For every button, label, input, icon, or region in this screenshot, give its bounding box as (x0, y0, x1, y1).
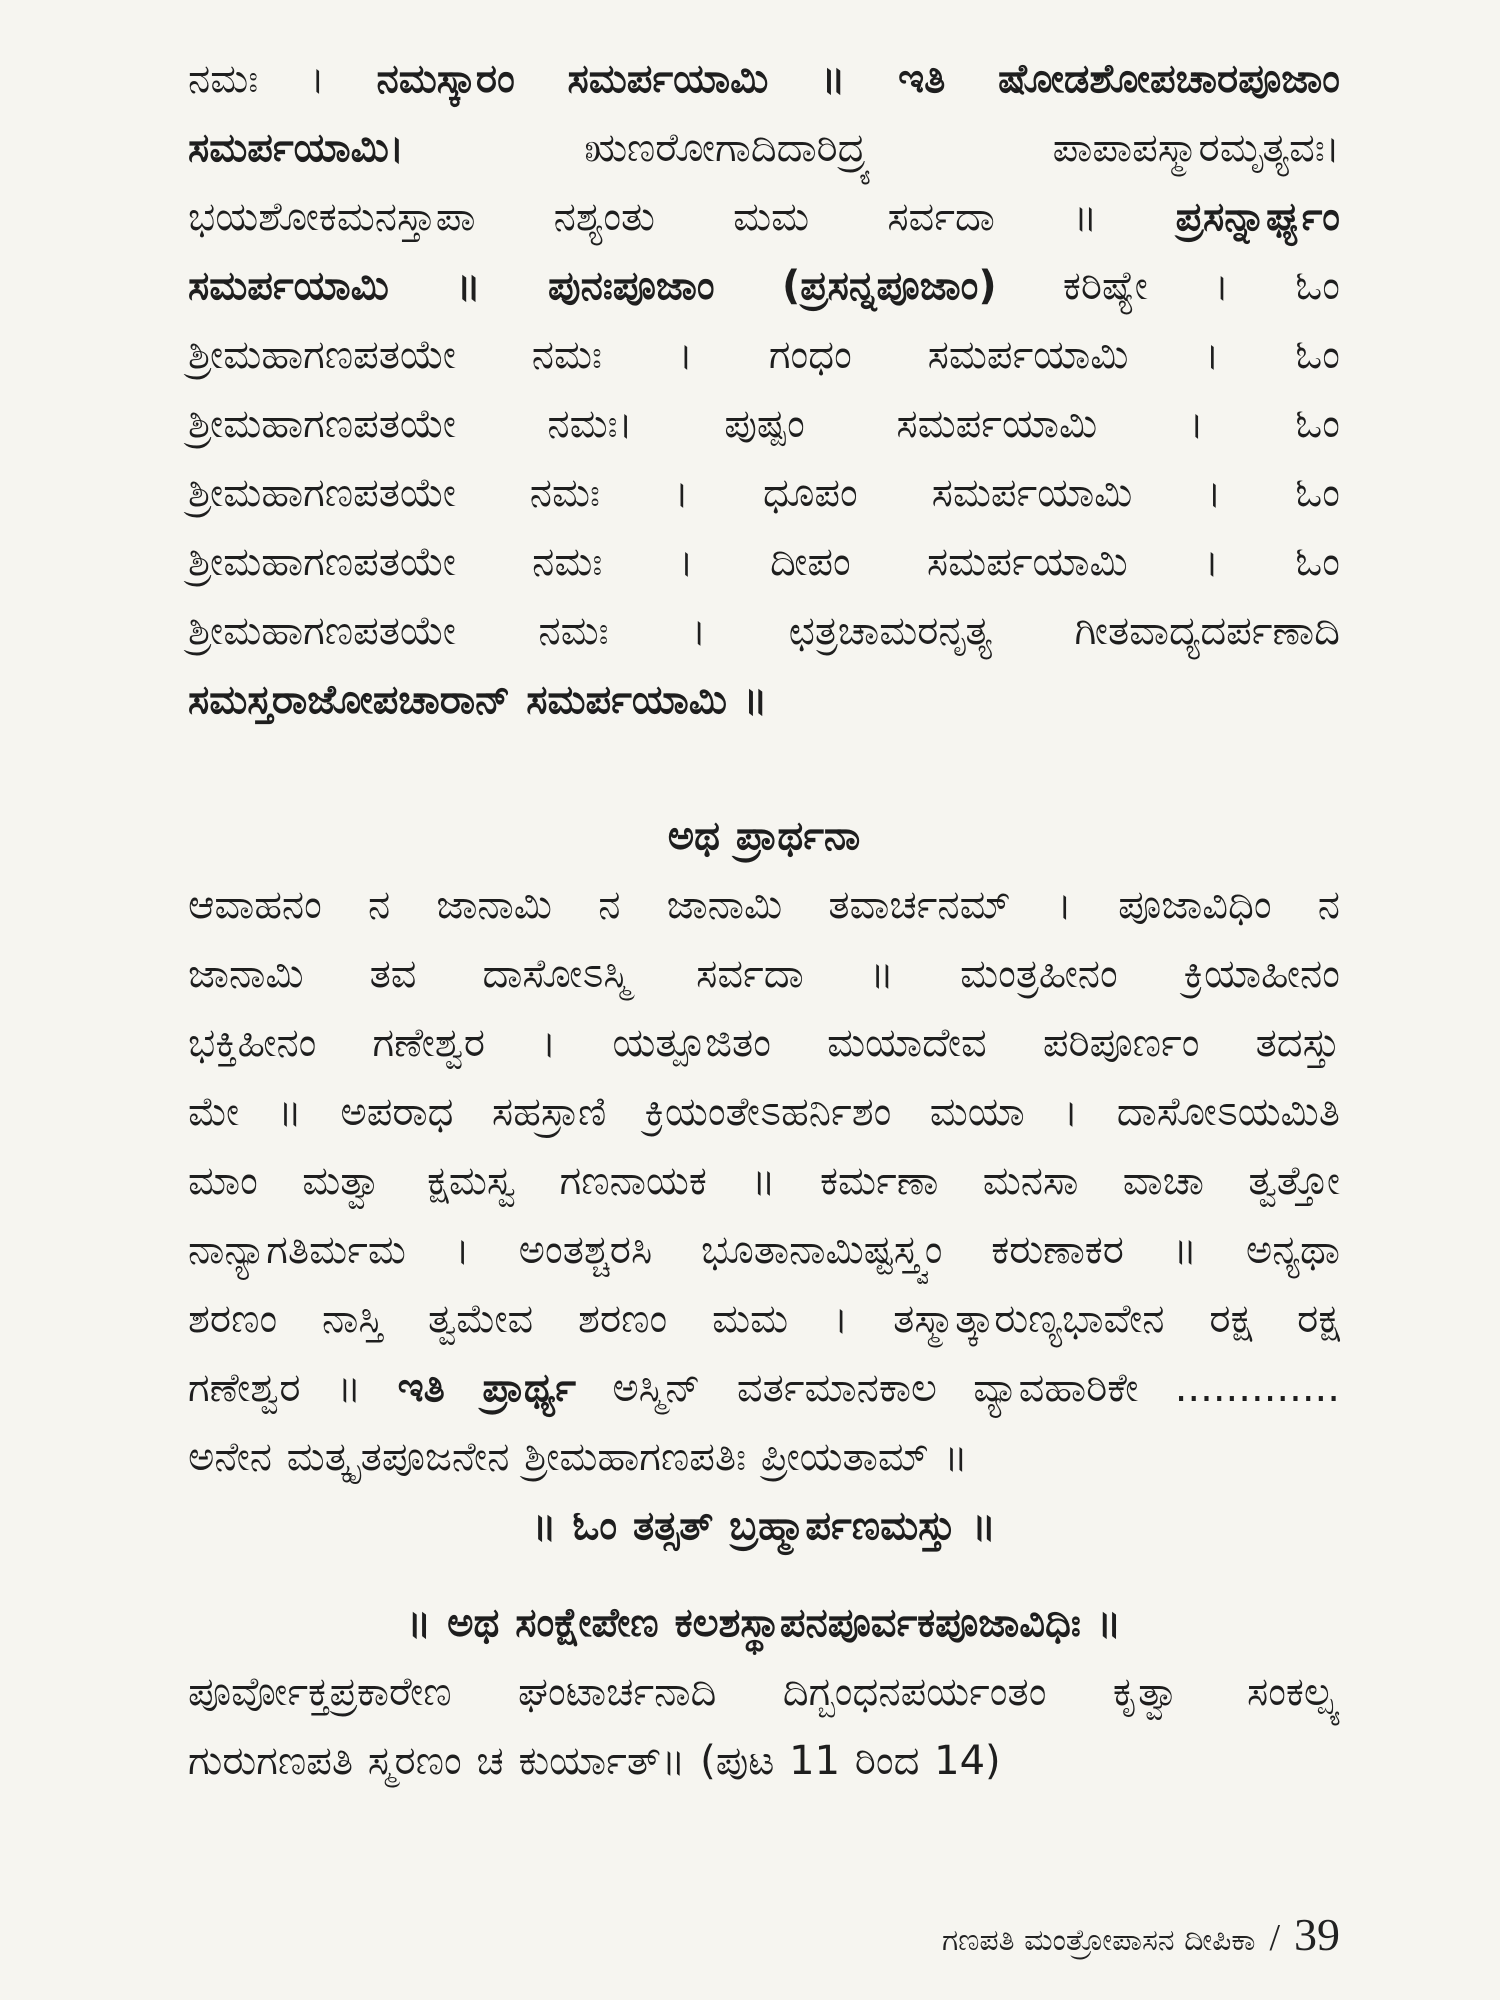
text-segment: ಋಣರೋಗಾದಿದಾರಿದ್ರ್ಯ ಪಾಪಾಪಸ್ಮಾರಮೃತ್ಯವಃ। (584, 125, 1340, 171)
text-line (188, 1354, 1340, 1423)
text-line (188, 666, 1340, 735)
text-line (188, 1423, 1340, 1492)
bold-text: ಸಮರ್ಪಯಾಮಿ। (188, 125, 405, 171)
text-segment: ಶ್ರೀಮಹಾಗಣಪತಯೇ ನಮಃ । ಛತ್ರಚಾಮರನೃತ್ಯ ಗೀತವಾದ್ಯದರ್ಪಣಾದಿ (188, 608, 1340, 654)
text-segment: ಶ್ರೀಮಹಾಗಣಪತಯೇ ನಮಃ । ಧೂಪಂ ಸಮರ್ಪಯಾಮಿ । ಓಂ (188, 470, 1340, 516)
text-line (188, 183, 1340, 252)
prayer-block (188, 871, 1340, 1492)
text-line (188, 1216, 1340, 1285)
section-heading: ಅಥ ಪ್ರಾರ್ಥನಾ (667, 813, 861, 859)
bold-text: ಸಮರ್ಪಯಾಮಿ ॥ ಪುನಃಪೂಜಾಂ (ಪ್ರಸನ್ನಪೂಜಾಂ) (188, 263, 997, 309)
text-line: ಗುರುಗಣಪತಿ ಸ್ಮರಣಂ ಚ ಕುರ್ಯಾತ್॥ (ಪುಟ 11 ರಿಂದ 14) (188, 1738, 1001, 1784)
text-line (188, 390, 1340, 459)
text-segment: ಅನೇನ ಮತ್ಕೃತಪೂಜನೇನ ಶ್ರೀಮಹಾಗಣಪತಿಃ ಪ್ರೀಯತಾಮ್ ॥ (188, 1434, 968, 1480)
page-number: 39 (1294, 1909, 1340, 1960)
text-segment: ಮೇ ॥ ಅಪರಾಧ ಸಹಸ್ರಾಣಿ ಕ್ರಿಯಂತೇಽಹರ್ನಿಶಂ ಮಯಾ । ದಾಸೋಽಯಮಿತಿ (188, 1089, 1340, 1135)
page-footer (942, 1908, 1340, 1968)
text-line (188, 459, 1340, 528)
text-line (188, 940, 1340, 1009)
text-segment: ಮಾಂ ಮತ್ವಾ ಕ್ಷಮಸ್ವ ಗಣನಾಯಕ ॥ ಕರ್ಮಣಾ ಮನಸಾ ವಾಚಾ ತ್ವತ್ತೋ (188, 1158, 1340, 1204)
text-segment: ಗಣೇಶ್ವರ ॥ (188, 1365, 362, 1411)
text-line (188, 45, 1340, 114)
text-segment: ಶ್ರೀಮಹಾಗಣಪತಯೇ ನಮಃ। ಪುಷ್ಪಂ ಸಮರ್ಪಯಾಮಿ । ಓಂ (188, 401, 1340, 447)
puja-offering-block (188, 45, 1340, 735)
text-segment: ಕರಿಷ್ಯೇ । ಓಂ (1062, 263, 1340, 309)
text-line (188, 114, 1340, 183)
text-segment: ಆವಾಹನಂ ನ ಜಾನಾಮಿ ನ ಜಾನಾಮಿ ತವಾರ್ಚನಮ್ । ಪೂಜಾವಿಧಿಂ ನ (188, 882, 1340, 928)
footer-separator: / (1269, 1917, 1280, 1959)
text-line (188, 252, 1340, 321)
bold-text: ಪ್ರಸನ್ನಾರ್ಘ್ಯಂ (1175, 194, 1341, 240)
text-segment: ಶರಣಂ ನಾಸ್ತಿ ತ್ವಮೇವ ಶರಣಂ ಮಮ । ತಸ್ಮಾತ್ಕಾರುಣ್ಯಭಾವೇನ ರಕ್ಷ ರಕ್ಷ (188, 1296, 1340, 1342)
text-line (188, 1147, 1340, 1216)
page-content (188, 45, 1340, 1796)
text-segment: ಶ್ರೀಮಹಾಗಣಪತಯೇ ನಮಃ । ಗಂಧಂ ಸಮರ್ಪಯಾಮಿ । ಓಂ (188, 332, 1340, 378)
text-segment: ಜಾನಾಮಿ ತವ ದಾಸೋಽಸ್ಮಿ ಸರ್ವದಾ ॥ ಮಂತ್ರಹೀನಂ ಕ್ರಿಯಾಹೀನಂ (188, 951, 1340, 997)
book-title: ಗಣಪತಿ ಮಂತ್ರೋಪಾಸನ ದೀಪಿಕಾ (941, 1923, 1256, 1958)
text-line (188, 321, 1340, 390)
text-line (188, 1285, 1340, 1354)
text-line (188, 1009, 1340, 1078)
text-segment: ಅಸ್ಮಿನ್ ವರ್ತಮಾನಕಾಲ ವ್ಯಾವಹಾರಿಕೇ ............. (612, 1365, 1340, 1411)
text-line (188, 597, 1340, 666)
text-segment: ಶ್ರೀಮಹಾಗಣಪತಯೇ ನಮಃ । ದೀಪಂ ಸಮರ್ಪಯಾಮಿ । ಓಂ (188, 539, 1340, 585)
section-heading: ॥ ಅಥ ಸಂಕ್ಷೇಪೇಣ ಕಲಶಸ್ಥಾಪನಪೂರ್ವಕಪೂಜಾವಿಧಿಃ ॥ (406, 1600, 1122, 1646)
text-segment: ನಮಃ । (188, 56, 325, 102)
bold-text: ನಮಸ್ಕಾರಂ ಸಮರ್ಪಯಾಮಿ ॥ ಇತಿ ಷೋಡಶೋಪಚಾರಪೂಜಾಂ (376, 56, 1341, 102)
text-line (188, 528, 1340, 597)
text-segment: ಭಕ್ತಿಹೀನಂ ಗಣೇಶ್ವರ । ಯತ್ಪೂಜಿತಂ ಮಯಾದೇವ ಪರಿಪೂರ್ಣಂ ತದಸ್ತು (188, 1020, 1340, 1066)
text-line: ಪೂರ್ವೋಕ್ತಪ್ರಕಾರೇಣ ಘಂಟಾರ್ಚನಾದಿ ದಿಗ್ಬಂಧನಪರ್ಯಂತಂ ಕೃತ್ವಾ ಸಂಕಲ್ಪ್ಯ (188, 1669, 1340, 1715)
bold-text: ಸಮಸ್ತರಾಜೋಪಚಾರಾನ್ ಸಮರ್ಪಯಾಮಿ ॥ (188, 677, 768, 723)
text-line (188, 1078, 1340, 1147)
bold-text: ಇತಿ ಪ್ರಾರ್ಥ್ಯ (397, 1365, 576, 1411)
kalasha-block (188, 1658, 1340, 1796)
text-segment: ನಾನ್ಯಾಗತಿರ್ಮಮ । ಅಂತಶ್ಚರಸಿ ಭೂತಾನಾಮಿಷ್ಟಸ್ತ್ವಂ ಕರುಣಾಕರ ॥ ಅನ್ಯಥಾ (188, 1227, 1340, 1273)
text-segment: ಭಯಶೋಕಮನಸ್ತಾಪಾ ನಶ್ಯಂತು ಮಮ ಸರ್ವದಾ ॥ (188, 194, 1098, 240)
text-line (188, 871, 1340, 940)
closing-verse: ॥ ಓಂ ತತ್ಸತ್ ಬ್ರಹ್ಮಾರ್ಪಣಮಸ್ತು ॥ (532, 1503, 996, 1549)
